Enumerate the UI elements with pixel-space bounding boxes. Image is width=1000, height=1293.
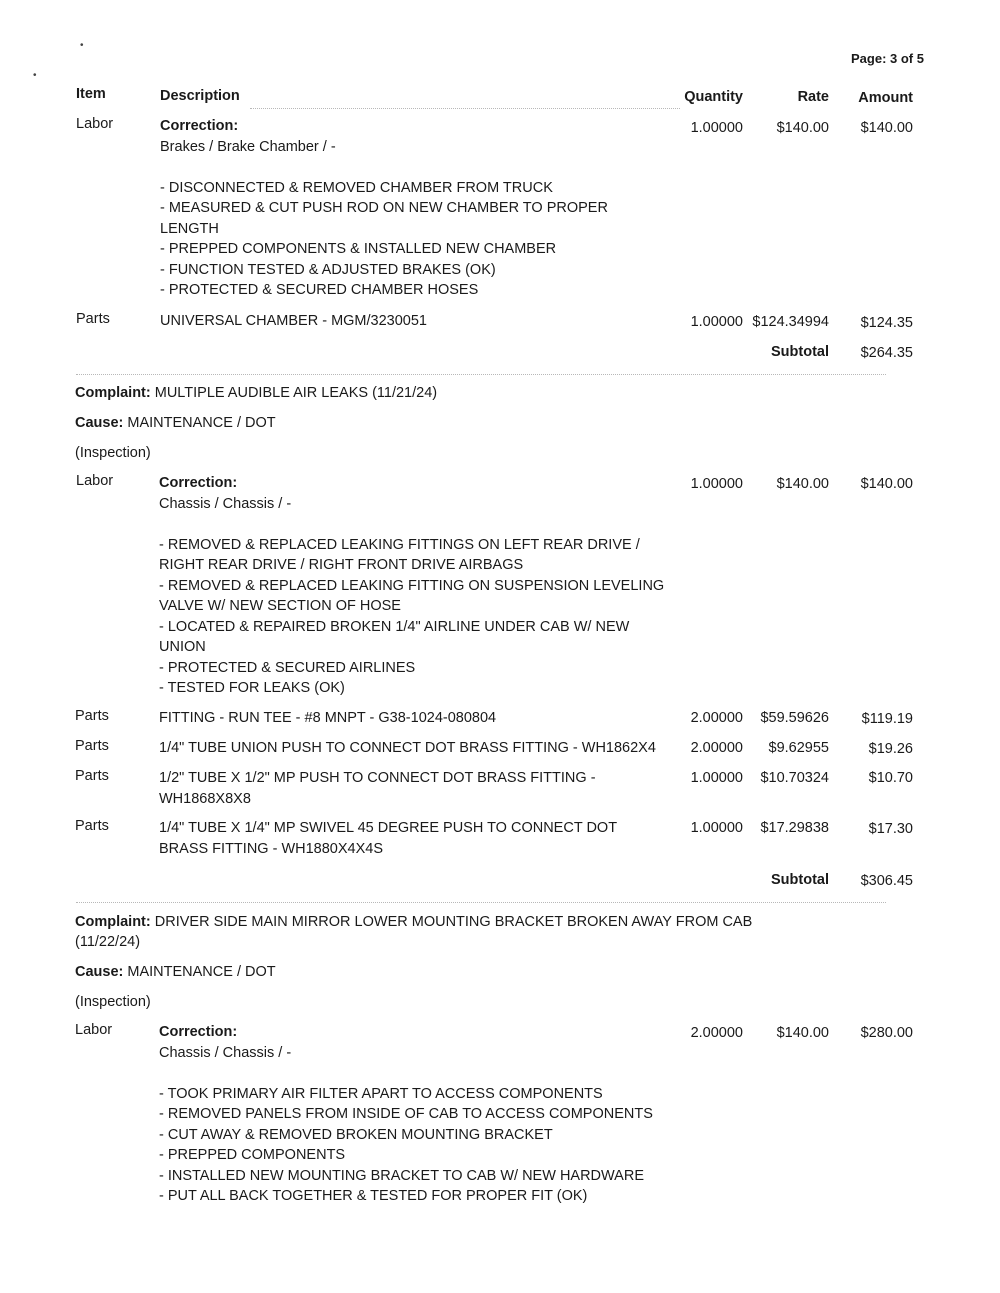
part-amount: $19.26 (868, 741, 913, 757)
labor-rate: $140.00 (776, 1025, 829, 1041)
part-rate: $124.34994 (752, 314, 829, 330)
header-divider (250, 108, 680, 109)
inspection-note: (Inspection) (75, 994, 151, 1010)
part-rate: $59.59626 (760, 710, 829, 726)
subtotal-amount: $306.45 (860, 873, 913, 889)
complaint (75, 383, 755, 403)
part-description-line: 1/4" TUBE X 1/4" MP SWIVEL 45 DEGREE PUSH TO CONNECT DOT (159, 820, 618, 836)
scan-speck: • (33, 70, 37, 81)
correction-line: - TOOK PRIMARY AIR FILTER APART TO ACCESS COMPONENTS (159, 1085, 603, 1102)
part-quantity: 2.00000 (690, 740, 743, 756)
labor-amount: $140.00 (860, 120, 913, 136)
part-quantity: 1.00000 (690, 314, 743, 330)
labor-system: Chassis / Chassis / - (159, 495, 292, 512)
subtotal-label: Subtotal (771, 344, 829, 360)
correction-label: Correction: (160, 118, 239, 134)
part-rate: $17.29838 (760, 820, 829, 836)
labor-rate: $140.00 (776, 476, 829, 492)
cause (75, 962, 755, 982)
part-amount: $119.19 (861, 711, 913, 727)
complaint (75, 912, 755, 952)
section-divider (76, 902, 886, 903)
correction-line: - PREPPED COMPONENTS (159, 1147, 346, 1163)
labor-rate: $140.00 (776, 120, 829, 136)
labor-system: Chassis / Chassis / - (159, 1044, 292, 1061)
item-type: Labor (76, 116, 114, 132)
labor-description (160, 116, 680, 301)
column-header-quantity: Quantity (684, 89, 743, 105)
complaint-label: Complaint: (75, 914, 151, 930)
subtotal-label: Subtotal (771, 872, 829, 888)
correction-line: - TESTED FOR LEAKS (OK) (159, 680, 345, 696)
cause-text: MAINTENANCE / DOT (127, 415, 276, 431)
item-type: Parts (75, 708, 109, 724)
inspection-note: (Inspection) (75, 445, 151, 461)
part-amount: $124.35 (860, 315, 913, 331)
part-description: FITTING - RUN TEE - #8 MNPT - G38-1024-080804 (159, 710, 497, 726)
correction-line: - FUNCTION TESTED & ADJUSTED BRAKES (OK) (160, 261, 496, 278)
part-description-line: WH1868X8X8 (159, 790, 251, 807)
column-header-description: Description (160, 88, 240, 104)
item-type: Parts (75, 818, 109, 834)
labor-description (159, 473, 679, 699)
item-type: Parts (75, 738, 109, 754)
labor-quantity: 2.00000 (690, 1025, 743, 1041)
correction-line: UNION (159, 639, 206, 655)
part-description-line: 1/2" TUBE X 1/2" MP PUSH TO CONNECT DOT BRASS FITTING - (159, 770, 596, 786)
part-rate: $10.70324 (760, 770, 829, 786)
complaint-text: DRIVER SIDE MAIN MIRROR LOWER MOUNTING BRACKET BROKEN AWAY FROM CAB (154, 914, 753, 930)
correction-line: - PROTECTED & SECURED CHAMBER HOSES (160, 282, 479, 298)
correction-line: - PREPPED COMPONENTS & INSTALLED NEW CHAMBER (160, 241, 557, 257)
column-header-item: Item (76, 86, 106, 102)
correction-line: - INSTALLED NEW MOUNTING BRACKET TO CAB W/ NEW HARDWARE (159, 1167, 644, 1184)
part-rate: $9.62955 (768, 740, 829, 756)
cause (75, 413, 755, 433)
labor-quantity: 1.00000 (690, 476, 743, 492)
item-type: Parts (75, 768, 109, 784)
cause-label: Cause: (75, 415, 124, 431)
complaint-label: Complaint: (75, 385, 151, 401)
correction-label: Correction: (159, 1024, 238, 1040)
cause-text: MAINTENANCE / DOT (127, 964, 276, 980)
cause-label: Cause: (75, 964, 124, 980)
part-quantity: 1.00000 (690, 820, 743, 836)
part-description: 1/4" TUBE UNION PUSH TO CONNECT DOT BRASS FITTING - WH1862X4 (159, 740, 656, 756)
correction-line: RIGHT REAR DRIVE / RIGHT FRONT DRIVE AIRBAGS (159, 557, 524, 573)
part-quantity: 2.00000 (690, 710, 743, 726)
correction-line: VALVE W/ NEW SECTION OF HOSE (159, 598, 401, 614)
labor-system: Brakes / Brake Chamber / - (160, 138, 336, 155)
correction-line: - REMOVED PANELS FROM INSIDE OF CAB TO ACCESS COMPONENTS (159, 1106, 653, 1122)
column-header-amount: Amount (858, 90, 913, 106)
subtotal-amount: $264.35 (860, 345, 913, 361)
correction-line: - REMOVED & REPLACED LEAKING FITTINGS ON LEFT REAR DRIVE / (159, 536, 640, 553)
correction-line: - CUT AWAY & REMOVED BROKEN MOUNTING BRACKET (159, 1126, 553, 1143)
correction-line: - LOCATED & REPAIRED BROKEN 1/4" AIRLINE UNDER CAB W/ NEW (159, 618, 630, 635)
labor-quantity: 1.00000 (690, 120, 743, 136)
correction-line: - DISCONNECTED & REMOVED CHAMBER FROM TRUCK (160, 179, 553, 196)
complaint-text: (11/22/24) (75, 934, 141, 950)
labor-amount: $140.00 (860, 476, 913, 492)
column-header-rate: Rate (797, 89, 829, 105)
section-divider (76, 374, 886, 375)
item-type: Labor (75, 1022, 113, 1038)
labor-description (159, 1022, 679, 1207)
page-number: Page: 3 of 5 (851, 51, 924, 66)
part-amount: $10.70 (868, 770, 913, 786)
correction-line: - PROTECTED & SECURED AIRLINES (159, 659, 416, 676)
complaint-text: MULTIPLE AUDIBLE AIR LEAKS (11/21/24) (154, 385, 438, 401)
part-description: UNIVERSAL CHAMBER - MGM/3230051 (160, 313, 427, 329)
part-quantity: 1.00000 (690, 770, 743, 786)
labor-amount: $280.00 (860, 1025, 913, 1041)
correction-label: Correction: (159, 475, 238, 491)
correction-line: - MEASURED & CUT PUSH ROD ON NEW CHAMBER TO PROPER (160, 200, 608, 216)
scan-speck: • (80, 40, 84, 51)
item-type: Parts (76, 311, 110, 327)
item-type: Labor (76, 473, 114, 489)
part-description (159, 818, 679, 859)
part-description (159, 768, 679, 809)
part-description-line: BRASS FITTING - WH1880X4X4S (159, 840, 384, 857)
part-amount: $17.30 (868, 821, 913, 837)
correction-line: LENGTH (160, 220, 219, 237)
correction-line: - REMOVED & REPLACED LEAKING FITTING ON SUSPENSION LEVELING (159, 577, 665, 594)
correction-line: - PUT ALL BACK TOGETHER & TESTED FOR PROPER FIT (OK) (159, 1188, 588, 1204)
